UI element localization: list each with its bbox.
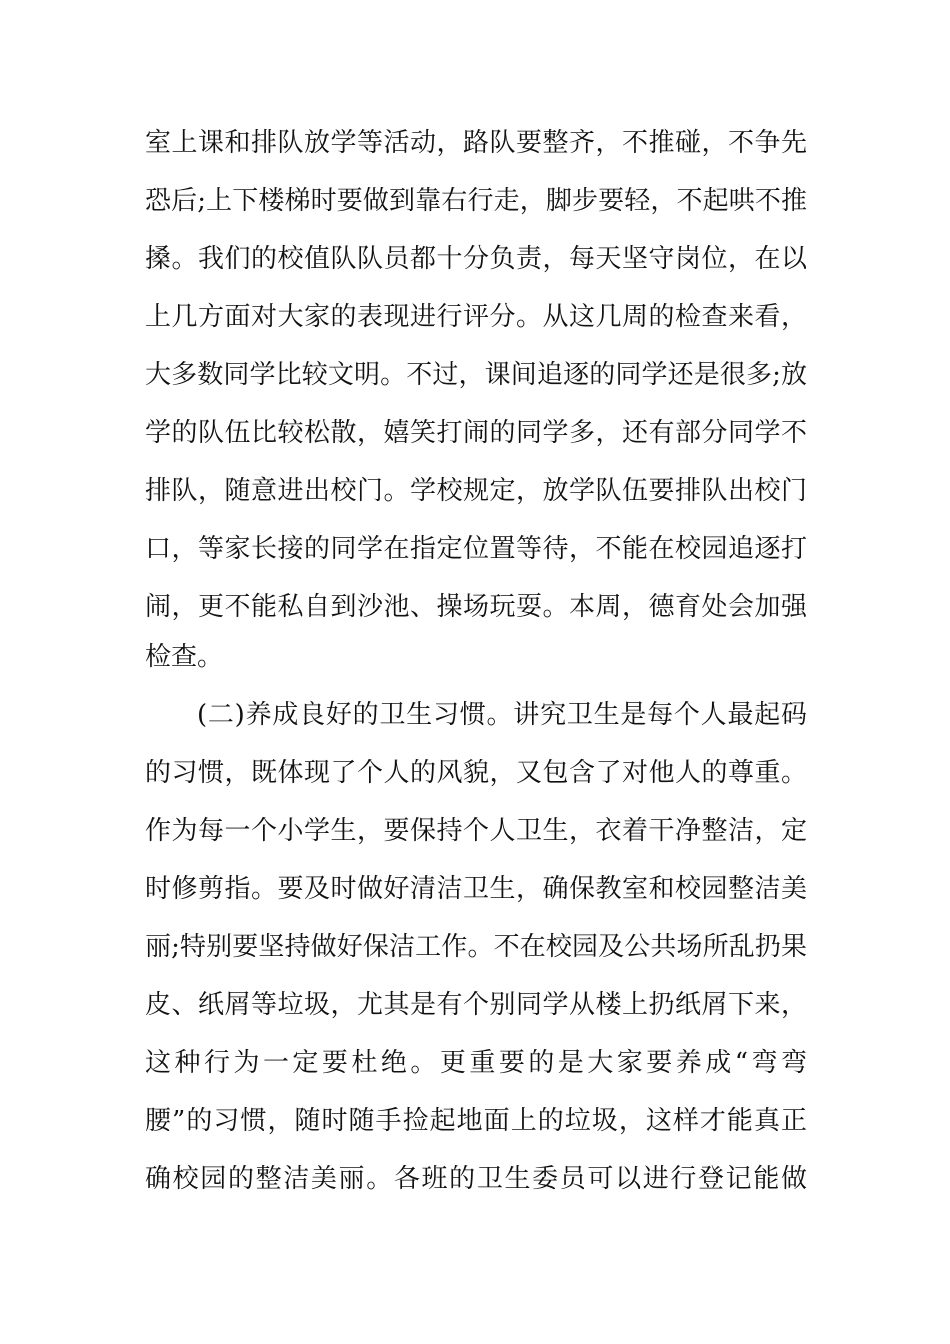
text-line-4: 上几方面对大家的表现进行评分。从这几周的检查来看， <box>145 302 807 332</box>
text-line-17: 这种行为一定要杜绝。更重要的是大家要养成“弯弯 <box>145 1048 807 1078</box>
text-line-14: 时修剪指。要及时做好清洁卫生，确保教室和校园整洁美 <box>145 874 807 904</box>
text-line-15: 丽;特别要坚持做好保洁工作。不在校园及公共场所乱扔果 <box>145 932 807 962</box>
paragraph-heading-line: (二)养成良好的卫生习惯。讲究卫生是每个人最起码 <box>197 700 807 730</box>
text-line-18: 腰”的习惯，随时随手捡起地面上的垃圾，这样才能真正 <box>145 1106 807 1136</box>
text-line-5: 大多数同学比较文明。不过，课间追逐的同学还是很多;放 <box>145 360 807 390</box>
text-line-19: 确校园的整洁美丽。各班的卫生委员可以进行登记能做 <box>145 1164 807 1194</box>
text-line-3: 搡。我们的校值队队员都十分负责，每天坚守岗位，在以 <box>145 244 807 274</box>
text-line-6: 学的队伍比较松散，嬉笑打闹的同学多，还有部分同学不 <box>145 418 807 448</box>
text-line-10: 检查。 <box>145 642 224 672</box>
text-line-1: 室上课和排队放学等活动，路队要整齐，不推碰，不争先 <box>145 128 807 158</box>
text-line-16: 皮、纸屑等垃圾，尤其是有个别同学从楼上扔纸屑下来， <box>145 990 807 1020</box>
text-line-9: 闹，更不能私自到沙池、操场玩耍。本周，德育处会加强 <box>145 592 807 622</box>
text-line-2: 恐后;上下楼梯时要做到靠右行走，脚步要轻，不起哄不推 <box>145 186 807 216</box>
text-line-7: 排队，随意进出校门。学校规定，放学队伍要排队出校门 <box>145 476 807 506</box>
text-line-13: 作为每一个小学生，要保持个人卫生，衣着干净整洁，定 <box>145 816 807 846</box>
text-line-12: 的习惯，既体现了个人的风貌，又包含了对他人的尊重。 <box>145 758 807 788</box>
text-line-8: 口，等家长接的同学在指定位置等待，不能在校园追逐打 <box>145 534 807 564</box>
